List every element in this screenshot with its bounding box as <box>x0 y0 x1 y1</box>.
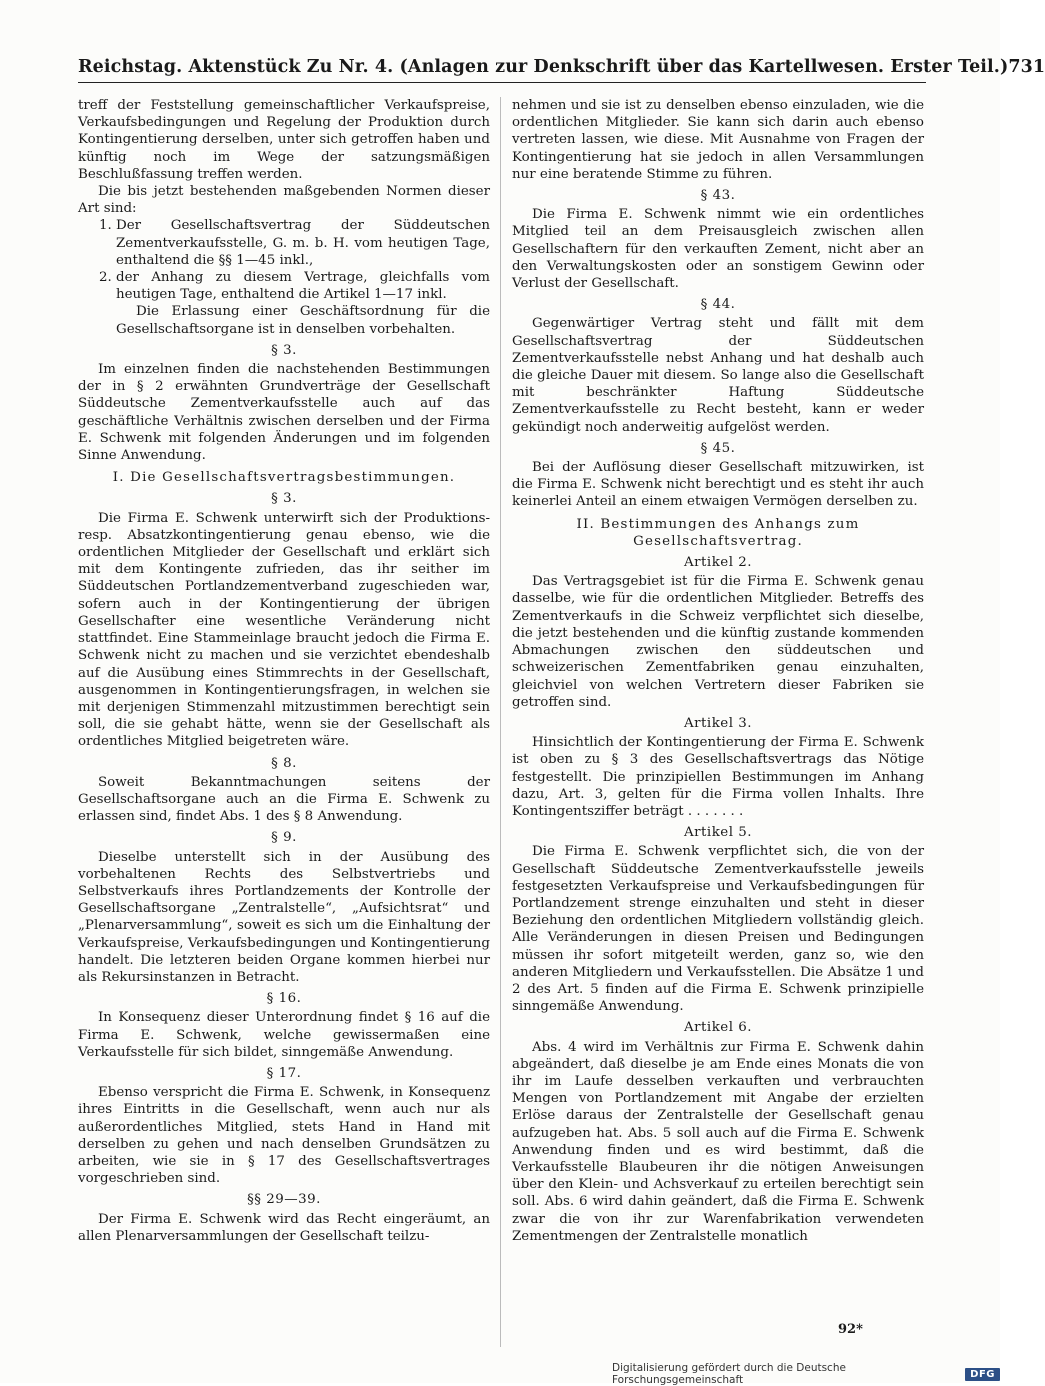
paragraph: Hinsichtlich der Kontingentierung der Firma E. Schwenk ist oben zu § 3 des Gesellschaftsvertrags das Nötige festgestellt. Die prinzipiellen Bestimmungen im Anhang dazu, Art. 3, gelten für die Firma vollen Inhalts. Ihre Kontingentsziffer beträgt . . . . . . . <box>512 735 924 819</box>
article-number: Artikel 2. <box>683 555 753 571</box>
section-number: § 3. <box>271 342 297 358</box>
article-number: Artikel 3. <box>683 715 753 731</box>
paragraph: nehmen und sie ist zu denselben ebenso einzuladen, wie die ordentlichen Mitglieder. Sie kann sich darin auch ebenso vertreten lassen, wie diese. Mit Ausnahme von Fragen der Kontingentierung hat sie jedoch in allen Versammlungen nur eine beratende Stimme zu führen. <box>512 98 924 182</box>
section-number: § 16. <box>266 991 302 1007</box>
paragraph: Die Firma E. Schwenk unterwirft sich der Produktions- resp. Absatzkontingentierung genau ebenso, wie die ordentlichen Mitglieder der Gesellschaft und erklärt sich mit dem Kontingente zufrieden, das ihr seither im Süddeutschen Portlandzementverband zugeschieden war, sofern auch in der Kontingentierung der übrigen Gesellschafter eine wesentliche Veränderung nicht stattfindet. Eine Stammeinlage braucht jedoch die Firma E. Schwenk nicht zu machen und sie verzichtet ebendeshalb auf die Ausübung eines Stimmrechts in der Gesellschaft, ausgenommen in Kontingentierungsfragen, in welchen sie mit derjenigen Stimmenzahl mitzustimmen berechtigt sein soll, die sie gehabt hätte, wenn sie der Gesellschaft als ordentliches Mitglied beigetreten wäre. <box>78 510 490 750</box>
running-header <box>78 52 1045 83</box>
section-number: § 45. <box>700 440 736 456</box>
paragraph: Ebenso verspricht die Firma E. Schwenk, in Konsequenz ihres Eintritts in die Gesellschaft, wenn auch nur als außerordentliches Mitglied, stets Hand in Hand mit derselben zu gehen und nach denselben Grundsätzen zu arbeiten, wie sie in § 17 des Gesellschaftsvertrages vorgeschrieben sind. <box>78 1085 490 1187</box>
sheet-mark: 92* <box>838 1322 863 1337</box>
paragraph: Gegenwärtiger Vertrag steht und fällt mit dem Gesellschaftsvertrag der Süddeutschen Zementverkaufsstelle nebst Anhang und hat deshalb auch die gleiche Dauer mit diesem. So lange also die Gesellschaft mit beschränkter Haftung Süddeutsche Zementverkaufsstelle zu Recht besteht, kann er weder gekündigt noch anderweitig aufgelöst werden. <box>512 316 924 435</box>
paragraph: Dieselbe unterstellt sich in der Ausübung des vorbehaltenen Rechts des Selbstvertriebs und Selbstverkaufs ihres Portlandzements der Kontrolle der Gesellschaftsorgane „Zentralstelle“, „Aufsichtsrat“ und „Plenarversammlung“, soweit es sich um die Einhaltung der Verkaufspreise, Verkaufsbedingungen und Kontingentierung handelt. Die letzteren beiden Organe kommen hierbei nur als Rekursinstanzen in Betracht. <box>78 849 490 985</box>
section-number: § 3. <box>271 491 297 507</box>
norms-list <box>78 217 490 303</box>
article-number: Artikel 6. <box>683 1020 753 1036</box>
paragraph: treff der Feststellung gemeinschaftlicher Verkaufspreise, Verkaufsbedingungen und Regelung der Produktion durch Kontingentierung derselben, unter sich getroffen haben und künftig noch im Wege der satzungsmäßigen Beschlußfassung treffen werden. <box>78 98 490 182</box>
paragraph: Die Firma E. Schwenk nimmt wie ein ordentliches Mitglied teil an dem Preisausgleich zwischen allen Gesellschaftern für den verkauften Zement, nicht aber an den Verwaltungskosten oder an sonstigem Gewinn oder Verlust der Gesellschaft. <box>512 207 924 292</box>
paragraph: Die Erlassung einer Geschäftsordnung für die Gesellschaftsorgane ist in denselben vorbehalten. <box>116 304 490 337</box>
list-item: 2. der Anhang zu diesem Vertrage, gleichfalls vom heutigen Tage, enthaltend die Artikel 1—17 inkl. <box>116 269 490 303</box>
section-heading: I. Die Gesellschaftsvertragsbestimmungen. <box>112 470 456 486</box>
paragraph: Bei der Auflösung dieser Gesellschaft mitzuwirken, ist die Firma E. Schwenk nicht berechtigt und es steht ihr auch keinerlei Anteil an einem etwaigen Vermögen derselben zu. <box>512 460 924 510</box>
page-number: 731 <box>1008 57 1045 77</box>
digitization-credit <box>612 1362 1000 1386</box>
left-column <box>78 97 490 1245</box>
section-number: § 9. <box>271 830 297 846</box>
paragraph: Das Vertragsgebiet ist für die Firma E. Schwenk genau dasselbe, wie für die ordentlichen Mitglieder. Betreffs des Zementverkaufs in die Schweiz verpflichtet sich dieselbe, die jetzt bestehenden und die künftig zustande kommenden Abmachungen zwischen den süddeutschen und schweizerischen Zementfabriken genau einzuhalten, gleichviel von welchen Vertretern dieser Fabriken sie getroffen sind. <box>512 574 924 710</box>
article-number: Artikel 5. <box>683 825 753 841</box>
section-number: § 8. <box>271 755 297 771</box>
credit-text: Digitalisierung gefördert durch die Deutsche Forschungsgemeinschaft <box>612 1362 846 1386</box>
column-divider <box>500 97 501 1347</box>
header-title: Reichstag. Aktenstück Zu Nr. 4. (Anlagen zur Denkschrift über das Kartellwesen. Erster Teil.) <box>78 57 1009 77</box>
paragraph: In Konsequenz dieser Unterordnung findet § 16 auf die Firma E. Schwenk, welche gewissermaßen eine Verkaufsstelle für sich bildet, sinngemäße Anwendung. <box>78 1010 490 1060</box>
right-column <box>512 97 924 1245</box>
section-number: § 44. <box>700 297 736 313</box>
paragraph: Die bis jetzt bestehenden maßgebenden Normen dieser Art sind: <box>78 184 490 217</box>
paragraph: Abs. 4 wird im Verhältnis zur Firma E. Schwenk dahin abgeändert, daß dieselbe je am Ende eines Monats die von ihr im Laufe desselben verkauften und verbrauchten Mengen von Portlandzement mit Angabe der erzielten Erlöse daraus der Zentralstelle der Gesellschaft genau aufzugeben hat. Abs. 5 soll auch auf die Firma E. Schwenk Anwendung finden und es wird bestimmt, daß die Verkaufsstelle Blaubeuren ihr die nötigen Anweisungen über den Klein- und Achsverkauf zu erteilen berechtigt sein soll. Abs. 6 wird dahin geändert, daß die Firma E. Schwenk zwar die von ihr zur Warenfabrikation verwendeten Zementmengen der Zentralstelle monatlich <box>512 1039 924 1244</box>
section-number: § 17. <box>266 1065 302 1081</box>
paragraph: Soweit Bekanntmachungen seitens der Gesellschaftsorgane auch an die Firma E. Schwenk zu erlassen sind, findet Abs. 1 des § 8 Anwendung. <box>78 774 490 825</box>
dfg-logo-icon: DFG <box>965 1368 1000 1381</box>
paragraph: Die Firma E. Schwenk verpflichtet sich, die von der Gesellschaft Süddeutsche Zementverkaufsstelle jeweils festgesetzten Verkaufspreise und Verkaufsbedingungen für Portlandzement strenge einzuhalten und steht in dieser Beziehung den ordentlichen Mitgliedern vollständig gleich. Alle Veränderungen in diesen Preisen und Bedingungen müssen ihr sofort mitgeteilt werden, ganz so, wie den anderen Mitgliedern und Verkaufsstellen. Die Absätze 1 und 2 des Art. 5 finden auf die Firma E. Schwenk prinzipielle sinngemäße Anwendung. <box>512 844 924 1015</box>
section-number: §§ 29—39. <box>247 1192 321 1208</box>
section-number: § 43. <box>700 188 736 204</box>
paragraph: Im einzelnen finden die nachstehenden Bestimmungen der in § 2 erwähnten Grundverträge der Gesellschaft Süddeutsche Zementverkaufsstelle auch auf das geschäftliche Verhältnis zwischen derselben und der Firma E. Schwenk mit folgenden Änderungen und im folgenden Sinne Anwendung. <box>78 362 490 464</box>
section-heading: II. Bestimmungen des Anhangs zum Gesellschaftsvertrag. <box>576 516 860 549</box>
list-item: 1. Der Gesellschaftsvertrag der Süddeutschen Zementverkaufsstelle, G. m. b. H. vom heutigen Tage, enthaltend die §§ 1—45 inkl., <box>116 217 490 269</box>
paragraph: Der Firma E. Schwenk wird das Recht eingeräumt, an allen Plenarversammlungen der Gesellschaft teilzu- <box>78 1211 490 1244</box>
